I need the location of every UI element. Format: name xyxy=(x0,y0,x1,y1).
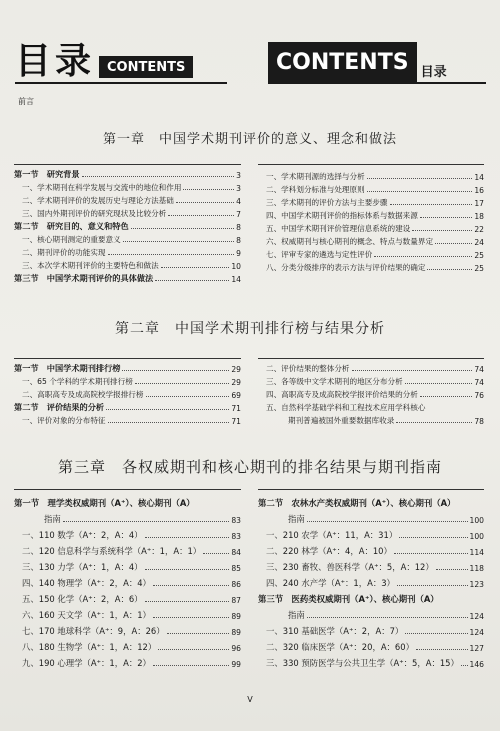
toc-entry xyxy=(14,621,241,637)
toc-entry-page: 8 xyxy=(236,223,241,232)
chapter3-right-rule xyxy=(258,489,484,490)
toc-entry xyxy=(14,180,241,193)
toc-entry-page: 114 xyxy=(469,548,484,557)
toc-leader-dots xyxy=(176,202,234,203)
chapter1-left-rule xyxy=(14,164,241,165)
toc-leader-dots xyxy=(420,396,472,397)
toc-entry-title: 三、330 预防医学与公共卫生学（A⁺：5，A：15） xyxy=(266,658,459,668)
toc-entry-page: 127 xyxy=(469,644,484,653)
chapter3-left-rule xyxy=(14,489,241,490)
header-contents-box: CONTENTS xyxy=(268,42,417,82)
chapter2-left-rule xyxy=(14,358,241,359)
toc-leader-dots xyxy=(416,649,468,650)
toc-section-entry xyxy=(14,219,241,232)
toc-entry-title: 三、学术期刊的评价方法与主要步骤 xyxy=(266,198,388,207)
chapter1-right-col xyxy=(258,169,484,273)
toc-entry-title: 六、160 天文学（A⁺：1，A：1） xyxy=(22,610,151,620)
toc-entry-page: 76 xyxy=(474,391,484,400)
toc-leader-dots xyxy=(131,228,235,229)
toc-entry-page: 22 xyxy=(474,225,484,234)
toc-leader-dots xyxy=(145,537,230,538)
toc-entry xyxy=(258,387,484,400)
toc-leader-dots xyxy=(420,217,472,218)
toc-entry-title: 第三节 医药类权威期刊（A⁺）、核心期刊（A） xyxy=(258,594,439,604)
toc-entry-page: 25 xyxy=(474,264,484,273)
toc-entry-page: 100 xyxy=(469,532,484,541)
toc-entry-title: 六、权威期刊与核心期刊的概念、特点与数量界定 xyxy=(266,237,434,246)
toc-leader-dots xyxy=(153,665,229,666)
toc-entry-title: 四、140 物理学（A⁺：2，A：4） xyxy=(22,578,151,588)
toc-entry xyxy=(14,193,241,206)
toc-section-entry xyxy=(14,493,241,509)
toc-entry-title: 第一节 研究背景 xyxy=(14,169,80,179)
toc-entry xyxy=(14,605,241,621)
toc-entry-title: 四、高职高专及成高院校学报评价结果的分析 xyxy=(266,390,418,399)
toc-entry-page: 89 xyxy=(231,628,241,637)
toc-entry-title: 三、本次学术期刊评价的主要特色和做法 xyxy=(22,261,159,270)
toc-leader-dots xyxy=(168,215,234,216)
toc-entry-title: 七、170 地球科学（A⁺：9，A：26） xyxy=(22,626,165,636)
toc-entry-title: 第二节 农林水产类权威期刊（A⁺）、核心期刊（A） xyxy=(258,498,456,508)
toc-entry-title: 指南 xyxy=(288,514,305,524)
toc-entry-title: 四、240 水产学（A⁺：1，A：3） xyxy=(266,578,395,588)
toc-entry-title: 二、220 林学（A⁺：4，A：10） xyxy=(266,546,392,556)
toc-entry xyxy=(258,653,484,669)
toc-entry xyxy=(14,557,241,573)
toc-entry-page: 3 xyxy=(236,184,241,193)
toc-entry xyxy=(14,525,241,541)
toc-entry-page: 96 xyxy=(231,644,241,653)
toc-leader-dots xyxy=(405,633,467,634)
toc-entry-title: 一、210 农学（A⁺：11，A：31） xyxy=(266,530,398,540)
toc-entry xyxy=(258,247,484,260)
toc-leader-dots xyxy=(146,396,230,397)
chapter2-title: 第二章 中国学术期刊排行榜与结果分析 xyxy=(115,321,385,337)
toc-leader-dots xyxy=(106,409,229,410)
toc-entry-page: 124 xyxy=(469,628,484,637)
toc-entry xyxy=(258,525,484,541)
toc-entry-title: 一、310 基础医学（A⁺：2，A：7） xyxy=(266,626,404,636)
toc-entry xyxy=(258,260,484,273)
toc-entry-title: 二、320 临床医学（A⁺：20，A：60） xyxy=(266,642,414,652)
toc-entry xyxy=(258,361,484,374)
chapter2-right-col xyxy=(258,361,484,426)
header-left xyxy=(15,30,227,82)
toc-entry-title: 三、各等级中文学术期刊的地区分布分析 xyxy=(266,377,403,386)
chapter3-left-col xyxy=(14,493,241,669)
toc-entry-title: 第一节 中国学术期刊排行榜 xyxy=(14,363,121,373)
page-number: V xyxy=(247,695,253,704)
toc-entry-page: 74 xyxy=(474,378,484,387)
toc-entry-page: 74 xyxy=(474,365,484,374)
toc-entry-title: 三、国内外期刊评价的研究现状及比较分析 xyxy=(22,209,167,218)
toc-entry-title: 期刊普遍被国外重要数据库收录 xyxy=(288,416,395,425)
toc-entry-page: 10 xyxy=(231,262,241,271)
toc-leader-dots xyxy=(161,267,230,268)
toc-entry-title: 二、评价结果的整体分析 xyxy=(266,364,350,373)
toc-entry-title: 二、学术期刊评价的发展历史与理论方法基础 xyxy=(22,196,174,205)
toc-entry xyxy=(14,589,241,605)
toc-entry-page: 71 xyxy=(231,404,241,413)
toc-entry-page: 29 xyxy=(231,378,241,387)
toc-leader-dots xyxy=(435,243,472,244)
toc-leader-dots xyxy=(367,178,473,179)
toc-entry-title: 七、评审专家的遴选与定性评价 xyxy=(266,250,373,259)
toc-entry-title: 第二节 评价结果的分析 xyxy=(14,402,105,412)
toc-section-entry xyxy=(14,167,241,180)
toc-leader-dots xyxy=(108,254,235,255)
toc-entry-page: 85 xyxy=(231,564,241,573)
toc-entry-title: 第二节 研究目的、意义和特色 xyxy=(14,221,129,231)
toc-section-entry xyxy=(258,493,484,509)
toc-entry xyxy=(258,557,484,573)
toc-entry xyxy=(14,387,241,400)
toc-entry-title: 二、期刊评价的功能实现 xyxy=(22,248,106,257)
header-right-rule xyxy=(268,82,486,84)
toc-entry-title: 一、学术期刊在科学发展与交流中的地位和作用 xyxy=(22,183,182,192)
toc-leader-dots xyxy=(153,617,229,618)
toc-entry xyxy=(258,400,484,413)
header-right xyxy=(268,30,486,82)
toc-entry xyxy=(258,169,484,182)
preface-entry: 前言 xyxy=(18,97,34,106)
toc-entry-title: 指南 xyxy=(288,610,305,620)
toc-leader-dots xyxy=(155,280,229,281)
toc-entry xyxy=(258,637,484,653)
toc-entry-title: 指南 xyxy=(44,514,61,524)
toc-leader-dots xyxy=(145,569,230,570)
toc-entry-title: 五、中国学术期刊评价管理信息系统的建设 xyxy=(266,224,411,233)
toc-entry xyxy=(14,245,241,258)
toc-entry xyxy=(258,541,484,557)
header-title-en-box: CONTENTS xyxy=(99,56,193,78)
toc-entry-page: 99 xyxy=(231,660,241,669)
toc-entry-title: 五、150 化学（A⁺：2，A：6） xyxy=(22,594,143,604)
toc-entry-title: 二、高职高专及成高院校学报排行榜 xyxy=(22,390,144,399)
toc-entry-title: 八、180 生物学（A⁺：1，A：12） xyxy=(22,642,157,652)
toc-entry-page: 86 xyxy=(231,580,241,589)
toc-entry-page: 69 xyxy=(231,391,241,400)
toc-leader-dots xyxy=(390,204,473,205)
toc-entry-page: 14 xyxy=(474,173,484,182)
toc-entry xyxy=(258,182,484,195)
toc-entry-page: 118 xyxy=(469,564,484,573)
toc-entry xyxy=(14,653,241,669)
toc-entry xyxy=(258,605,484,621)
toc-leader-dots xyxy=(203,553,229,554)
toc-entry-title: 一、110 数学（A⁺：2，A：4） xyxy=(22,530,143,540)
toc-entry-page: 4 xyxy=(236,197,241,206)
toc-entry-page: 29 xyxy=(231,365,241,374)
chapter2-left-col xyxy=(14,361,241,426)
chapter2-right-rule xyxy=(258,358,484,359)
chapter3-right-col xyxy=(258,493,484,669)
chapter1-left-col xyxy=(14,167,241,284)
toc-leader-dots xyxy=(153,585,229,586)
toc-entry-title: 一、评价对象的分布特征 xyxy=(22,416,106,425)
toc-leader-dots xyxy=(367,191,473,192)
toc-entry-page: 84 xyxy=(231,548,241,557)
toc-entry xyxy=(14,374,241,387)
header-title-cn: 目录 xyxy=(15,41,96,82)
toc-entry xyxy=(258,374,484,387)
toc-entry-title: 二、学科划分标准与处理原则 xyxy=(266,185,365,194)
toc-entry-title: 八、分类分级排序的表示方法与评价结果的确定 xyxy=(266,263,426,272)
toc-leader-dots xyxy=(108,422,230,423)
toc-entry xyxy=(14,206,241,219)
header-right-cn: 目录 xyxy=(420,65,447,80)
toc-section-entry xyxy=(14,400,241,413)
toc-entry-page: 71 xyxy=(231,417,241,426)
chapter1-title: 第一章 中国学术期刊评价的意义、理念和做法 xyxy=(102,132,397,147)
toc-entry-page: 25 xyxy=(474,251,484,260)
toc-entry xyxy=(258,573,484,589)
toc-entry-page: 89 xyxy=(231,612,241,621)
toc-leader-dots xyxy=(394,553,468,554)
toc-entry xyxy=(14,637,241,653)
toc-leader-dots xyxy=(397,585,468,586)
toc-leader-dots xyxy=(82,176,235,177)
toc-leader-dots xyxy=(307,617,468,618)
toc-leader-dots xyxy=(123,241,234,242)
toc-leader-dots xyxy=(461,665,468,666)
toc-entry-title: 一、学术期刊源的选择与分析 xyxy=(266,172,365,181)
toc-entry-page: 3 xyxy=(236,171,241,180)
toc-leader-dots xyxy=(145,601,230,602)
toc-leader-dots xyxy=(374,256,472,257)
toc-entry xyxy=(14,232,241,245)
toc-entry-page: 100 xyxy=(469,516,484,525)
toc-entry xyxy=(14,573,241,589)
toc-entry-title: 一、核心期刊测定的重要意义 xyxy=(22,235,121,244)
toc-entry xyxy=(258,234,484,247)
toc-leader-dots xyxy=(405,383,473,384)
toc-entry-page: 14 xyxy=(231,275,241,284)
toc-entry xyxy=(258,509,484,525)
toc-leader-dots xyxy=(158,649,229,650)
toc-entry-title: 三、230 畜牧、兽医科学（A⁺：5，A：12） xyxy=(266,562,434,572)
toc-entry-page: 16 xyxy=(474,186,484,195)
toc-entry xyxy=(14,541,241,557)
toc-entry-page: 7 xyxy=(236,210,241,219)
toc-entry xyxy=(258,195,484,208)
toc-entry-title: 五、自然科学基础学科和工程技术应用学科核心 xyxy=(266,403,426,412)
toc-entry-page: 123 xyxy=(469,580,484,589)
toc-section-entry xyxy=(14,361,241,374)
toc-entry xyxy=(14,413,241,426)
toc-leader-dots xyxy=(399,537,467,538)
toc-entry-title: 二、120 信息科学与系统科学（A⁺：1，A：1） xyxy=(22,546,202,556)
toc-entry-page: 146 xyxy=(469,660,484,669)
chapter1-right-rule xyxy=(258,164,484,165)
toc-leader-dots xyxy=(352,370,473,371)
toc-entry xyxy=(258,221,484,234)
toc-entry xyxy=(14,258,241,271)
toc-entry xyxy=(258,413,484,426)
toc-entry-page: 87 xyxy=(231,596,241,605)
toc-entry-page: 83 xyxy=(231,532,241,541)
toc-leader-dots xyxy=(135,383,230,384)
toc-section-entry xyxy=(258,589,484,605)
toc-section-entry xyxy=(14,271,241,284)
toc-entry-title: 三、130 力学（A⁺：1，A：4） xyxy=(22,562,143,572)
toc-leader-dots xyxy=(63,521,230,522)
toc-entry-page: 78 xyxy=(474,417,484,426)
toc-entry xyxy=(14,509,241,525)
toc-entry-page: 124 xyxy=(469,612,484,621)
toc-entry xyxy=(258,208,484,221)
toc-leader-dots xyxy=(436,569,468,570)
toc-leader-dots xyxy=(307,521,468,522)
toc-entry-page: 24 xyxy=(474,238,484,247)
toc-leader-dots xyxy=(167,633,230,634)
toc-entry-page: 9 xyxy=(236,249,241,258)
toc-entry-page: 8 xyxy=(236,236,241,245)
toc-entry xyxy=(258,621,484,637)
toc-entry-title: 一、65 个学科的学术期刊排行榜 xyxy=(22,377,133,386)
toc-leader-dots xyxy=(183,189,234,190)
toc-leader-dots xyxy=(122,370,229,371)
toc-leader-dots xyxy=(396,422,472,423)
chapter3-title: 第三章 各权威期刊和核心期刊的排名结果与期刊指南 xyxy=(57,458,442,476)
toc-entry-page: 18 xyxy=(474,212,484,221)
toc-entry-page: 83 xyxy=(231,516,241,525)
toc-leader-dots xyxy=(427,269,472,270)
toc-entry-title: 四、中国学术期刊评价的指标体系与数据来源 xyxy=(266,211,418,220)
toc-entry-title: 九、190 心理学（A⁺：1，A：2） xyxy=(22,658,151,668)
header-left-rule xyxy=(15,82,227,84)
toc-entry-page: 17 xyxy=(474,199,484,208)
toc-entry-title: 第一节 理学类权威期刊（A⁺）、核心期刊（A） xyxy=(14,498,195,508)
toc-entry-title: 第三节 中国学术期刊评价的具体做法 xyxy=(14,273,154,283)
toc-leader-dots xyxy=(412,230,472,231)
